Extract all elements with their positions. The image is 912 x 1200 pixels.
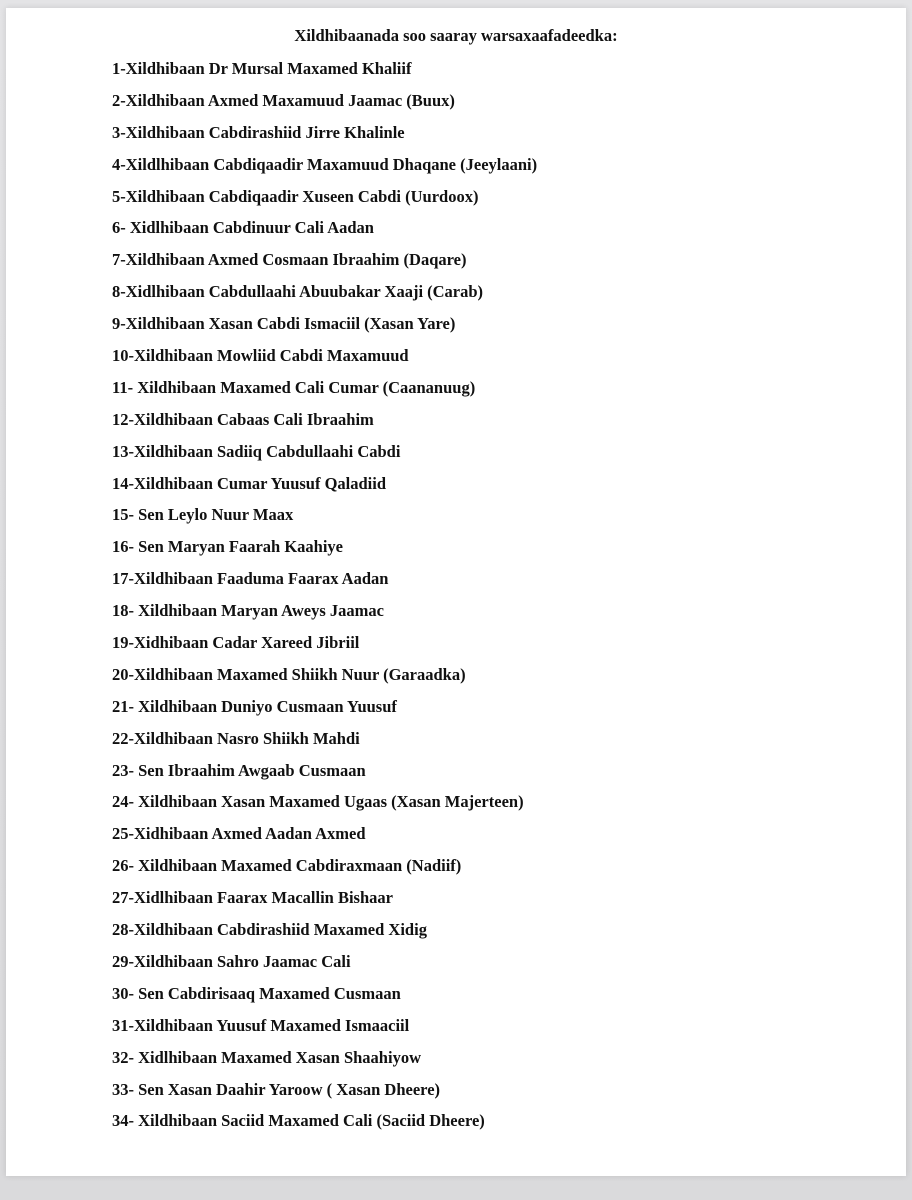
document-title: Xildhibaanada soo saaray warsaxaafadeedka: xyxy=(294,26,618,45)
list-item: 29-Xildhibaan Sahro Jaamac Cali xyxy=(112,951,351,971)
list-item: 7-Xildhibaan Axmed Cosmaan Ibraahim (Daqare) xyxy=(112,250,467,270)
list-item: 6- Xidlhibaan Cabdinuur Cali Aadan xyxy=(112,218,374,238)
list-item: 17-Xildhibaan Faaduma Faarax Aadan xyxy=(112,569,389,589)
list-item: 18- Xildhibaan Maryan Aweys Jaamac xyxy=(112,601,384,621)
list-item: 28-Xildhibaan Cabdirashiid Maxamed Xidig xyxy=(112,920,427,940)
list-item: 21- Xildhibaan Duniyo Cusmaan Yuusuf xyxy=(112,696,397,716)
list-item: 23- Sen Ibraahim Awgaab Cusmaan xyxy=(112,760,366,780)
list-item: 33- Sen Xasan Daahir Yaroow ( Xasan Dheere) xyxy=(112,1079,441,1099)
list-item: 12-Xildhibaan Cabaas Cali Ibraahim xyxy=(112,409,374,429)
list-item: 30- Sen Cabdirisaaq Maxamed Cusmaan xyxy=(112,983,401,1003)
list-item: 22-Xildhibaan Nasro Shiikh Mahdi xyxy=(112,728,360,748)
list-item: 31-Xildhibaan Yuusuf Maxamed Ismaaciil xyxy=(112,1015,410,1035)
list-item: 10-Xildhibaan Mowliid Cabdi Maxamuud xyxy=(112,346,409,366)
list-item: 8-Xidlhibaan Cabdullaahi Abuubakar Xaaji (Carab) xyxy=(112,282,484,302)
list-item: 25-Xidhibaan Axmed Aadan Axmed xyxy=(112,824,366,844)
list-item: 4-Xildlhibaan Cabdiqaadir Maxamuud Dhaqane (Jeeylaani) xyxy=(112,154,538,174)
list-item: 14-Xildhibaan Cumar Yuusuf Qaladiid xyxy=(112,473,387,493)
list-item: 32- Xidlhibaan Maxamed Xasan Shaahiyow xyxy=(112,1047,421,1067)
list-item: 11- Xildhibaan Maxamed Cali Cumar (Caananuug) xyxy=(112,377,476,397)
list-item: 13-Xildhibaan Sadiiq Cabdullaahi Cabdi xyxy=(112,441,401,461)
list-item: 34- Xildhibaan Saciid Maxamed Cali (Saciid Dheere) xyxy=(112,1111,485,1131)
list-item: 15- Sen Leylo Nuur Maax xyxy=(112,505,294,525)
list-item: 3-Xildhibaan Cabdirashiid Jirre Khalinle xyxy=(112,122,405,142)
list-item: 16- Sen Maryan Faarah Kaahiye xyxy=(112,537,343,557)
list-item: 20-Xildhibaan Maxamed Shiikh Nuur (Garaadka) xyxy=(112,664,466,684)
list-item: 27-Xidlhibaan Faarax Macallin Bishaar xyxy=(112,888,393,908)
list-item: 26- Xildhibaan Maxamed Cabdiraxmaan (Nadiif) xyxy=(112,856,462,876)
list-item: 19-Xidhibaan Cadar Xareed Jibriil xyxy=(112,633,360,653)
list-item: 5-Xildhibaan Cabdiqaadir Xuseen Cabdi (Uurdoox) xyxy=(112,186,479,206)
list-item: 9-Xildhibaan Xasan Cabdi Ismaciil (Xasan Yare) xyxy=(112,314,456,334)
list-item: 24- Xildhibaan Xasan Maxamed Ugaas (Xasan Majerteen) xyxy=(112,792,524,812)
members-list xyxy=(112,59,537,1143)
list-item: 2-Xildhibaan Axmed Maxamuud Jaamac (Buux) xyxy=(112,90,455,110)
list-item: 1-Xildhibaan Dr Mursal Maxamed Khaliif xyxy=(112,59,412,78)
